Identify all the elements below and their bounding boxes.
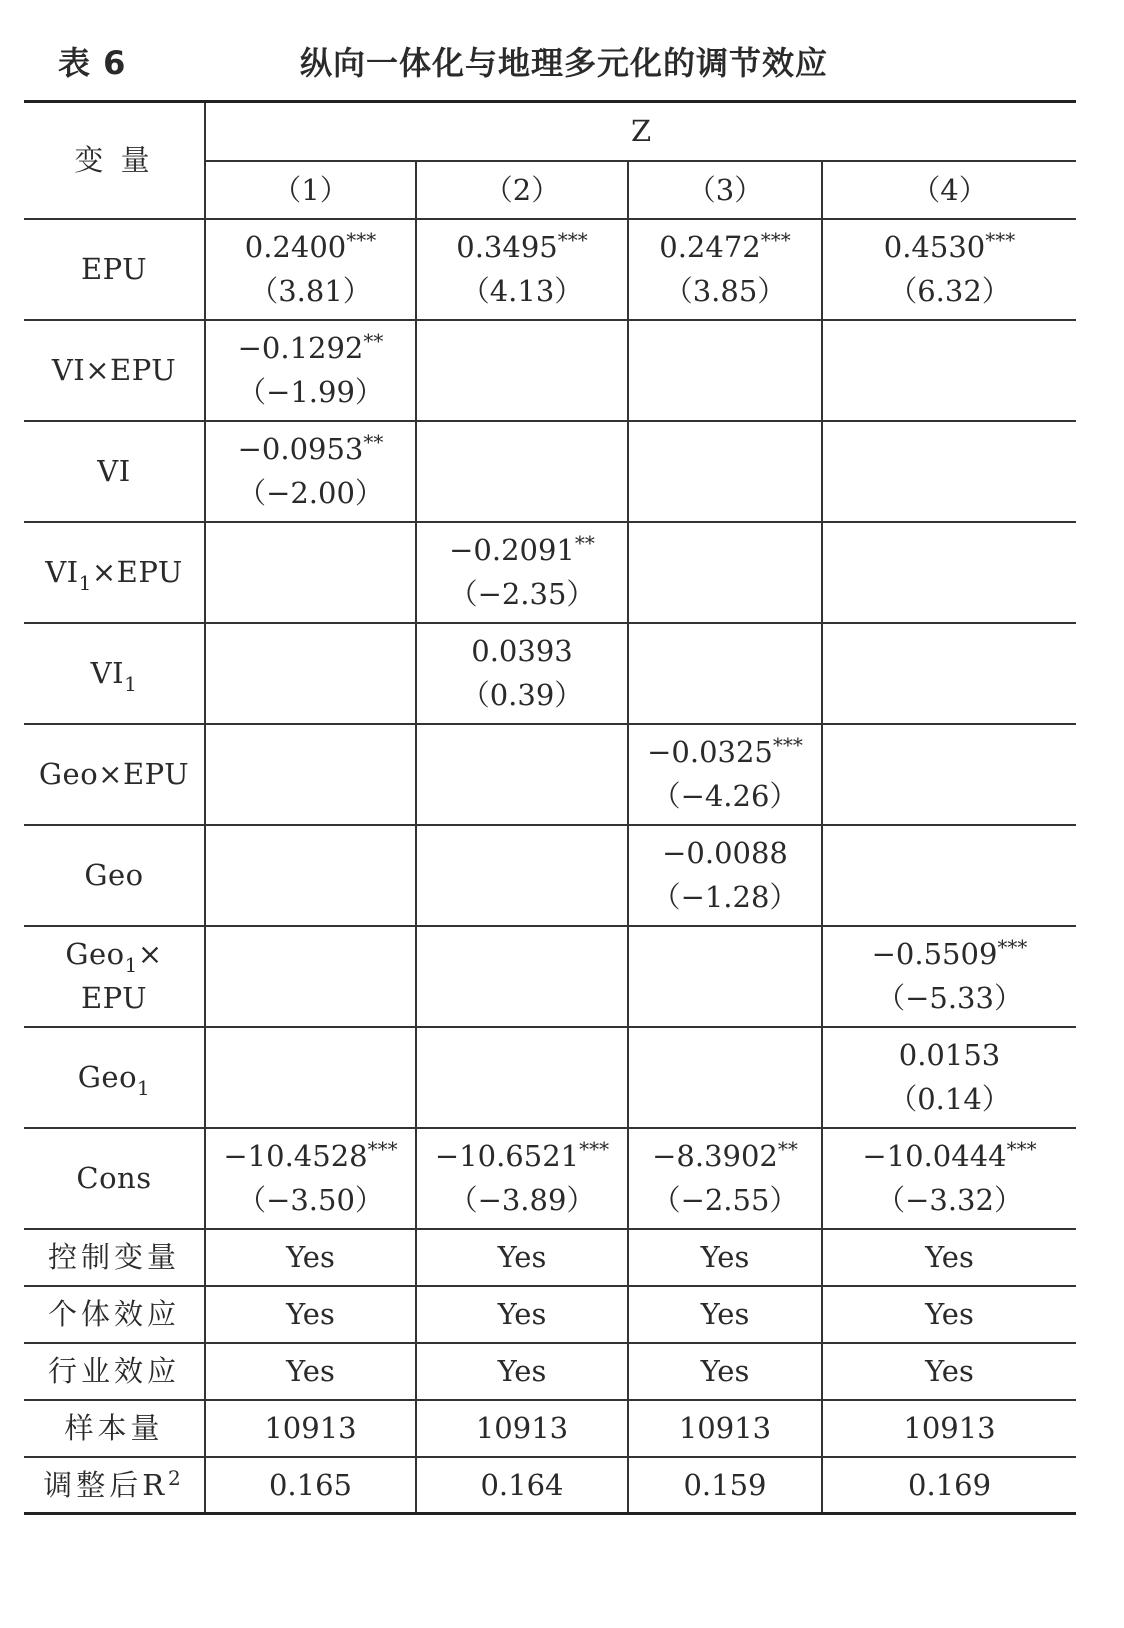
footer-row-label: 行业效应: [24, 1343, 205, 1400]
header-row-dependent: [24, 102, 1076, 161]
footer-value-cell: Yes: [822, 1286, 1076, 1343]
coefficient-cell: [628, 1027, 822, 1128]
footer-value-cell: 0.159: [628, 1457, 822, 1514]
significance-stars: ***: [772, 733, 803, 757]
significance-stars: ***: [579, 1137, 610, 1161]
row-variable-label: Geo$_1$: [24, 1027, 205, 1128]
coefficient-value: −0.0325***: [647, 733, 803, 769]
table-row: [24, 1286, 1076, 1343]
footer-row-label: 样本量: [24, 1400, 205, 1457]
t-statistic: （6.32）: [888, 274, 1011, 308]
row-variable-label: VI: [24, 421, 205, 522]
t-statistic: （−3.50）: [237, 1183, 384, 1217]
coefficient-cell: [416, 724, 628, 825]
footer-value-cell: Yes: [628, 1286, 822, 1343]
column-header: （2）: [416, 161, 628, 219]
coefficient-cell: [822, 421, 1076, 522]
coefficient-cell: [822, 825, 1076, 926]
coefficient-value: 0.3495***: [456, 228, 588, 264]
coefficient-value: −0.2091**: [449, 531, 595, 567]
coefficient-cell: [205, 522, 416, 623]
footer-value-cell: Yes: [416, 1286, 628, 1343]
footer-value-cell: 0.165: [205, 1457, 416, 1514]
coefficient-value: 0.0153: [898, 1038, 1001, 1072]
t-statistic: （−1.28）: [651, 880, 799, 914]
coefficient-cell: [822, 219, 1076, 320]
coefficient-cell: [416, 1128, 628, 1229]
coefficient-value: −0.5509***: [871, 935, 1028, 971]
column-header: （1）: [205, 161, 416, 219]
t-statistic: （−1.99）: [237, 375, 384, 409]
significance-stars: **: [363, 329, 384, 353]
footer-value-cell: 10913: [205, 1400, 416, 1457]
table-row: [24, 1343, 1076, 1400]
significance-stars: ***: [346, 228, 377, 252]
table-row: [24, 1400, 1076, 1457]
table-row: [24, 1457, 1076, 1514]
t-statistic: （0.14）: [888, 1082, 1011, 1116]
coefficient-cell: [628, 926, 822, 1027]
t-statistic: （−3.89）: [448, 1183, 596, 1217]
coefficient-cell: [416, 522, 628, 623]
coefficient-cell: [416, 219, 628, 320]
table-row: [24, 724, 1076, 825]
coefficient-value: −10.4528***: [223, 1137, 398, 1173]
significance-stars: ***: [1006, 1137, 1037, 1161]
footer-value-cell: 10913: [416, 1400, 628, 1457]
column-header: （3）: [628, 161, 822, 219]
footer-value-cell: Yes: [628, 1229, 822, 1286]
table-row: [24, 522, 1076, 623]
coefficient-cell: [822, 1128, 1076, 1229]
table-row: [24, 623, 1076, 724]
footer-value-cell: Yes: [205, 1286, 416, 1343]
footer-value-cell: 0.169: [822, 1457, 1076, 1514]
footer-value-cell: Yes: [628, 1343, 822, 1400]
t-statistic: （0.39）: [460, 678, 584, 712]
significance-stars: **: [574, 531, 595, 555]
coefficient-cell: [205, 825, 416, 926]
footer-value-cell: 10913: [822, 1400, 1076, 1457]
coefficient-value: 0.2400***: [244, 228, 377, 264]
coefficient-cell: [822, 926, 1076, 1027]
row-variable-label: Geo×EPU: [24, 724, 205, 825]
t-statistic: （−5.33）: [876, 981, 1023, 1015]
coefficient-cell: [205, 421, 416, 522]
table-row: [24, 421, 1076, 522]
row-variable-label: Geo$_1$× EPU: [24, 926, 205, 1027]
t-statistic: （−2.55）: [651, 1183, 799, 1217]
footer-row-label: 调整后$R^2$: [24, 1457, 205, 1514]
footer-value-cell: Yes: [416, 1229, 628, 1286]
significance-stars: **: [777, 1137, 798, 1161]
t-statistic: （−2.00）: [237, 476, 384, 510]
coefficient-value: −8.3902**: [652, 1137, 798, 1173]
coefficient-cell: [628, 320, 822, 421]
coefficient-value: −10.0444***: [862, 1137, 1037, 1173]
footer-value-cell: Yes: [205, 1343, 416, 1400]
coefficient-value: −0.0088: [662, 836, 788, 870]
coefficient-cell: [205, 1027, 416, 1128]
coefficient-cell: [628, 623, 822, 724]
regression-table: [24, 100, 1076, 1515]
coefficient-cell: [416, 421, 628, 522]
dependent-variable-header: Z: [205, 102, 1076, 161]
coefficient-cell: [205, 623, 416, 724]
coefficient-cell: [628, 522, 822, 623]
coefficient-cell: [205, 724, 416, 825]
coefficient-value: 0.4530***: [883, 228, 1016, 264]
variable-header: 变 量: [74, 143, 154, 178]
table-row: [24, 320, 1076, 421]
coefficient-value: 0.2472***: [659, 228, 791, 264]
row-variable-label: EPU: [24, 219, 205, 320]
table-number: 表 6: [58, 44, 127, 82]
coefficient-cell: [822, 623, 1076, 724]
footer-row-label: 个体效应: [24, 1286, 205, 1343]
coefficient-cell: [416, 320, 628, 421]
coefficient-cell: [628, 825, 822, 926]
t-statistic: （−3.32）: [876, 1183, 1023, 1217]
coefficient-value: 0.0393: [471, 634, 573, 668]
row-variable-label: VI×EPU: [24, 320, 205, 421]
footer-value-cell: Yes: [822, 1229, 1076, 1286]
coefficient-value: −10.6521***: [434, 1137, 610, 1173]
row-variable-label: Geo: [24, 825, 205, 926]
coefficient-cell: [628, 1128, 822, 1229]
t-statistic: （4.13）: [460, 274, 584, 308]
coefficient-cell: [416, 825, 628, 926]
row-variable-label: $VI_1$: [24, 623, 205, 724]
table-row: [24, 1229, 1076, 1286]
coefficient-cell: [822, 320, 1076, 421]
table-row: [24, 926, 1076, 1027]
coefficient-cell: [416, 1027, 628, 1128]
footer-value-cell: 0.164: [416, 1457, 628, 1514]
footer-row-label: 控制变量: [24, 1229, 205, 1286]
table-row: [24, 825, 1076, 926]
footer-value-cell: Yes: [416, 1343, 628, 1400]
coefficient-value: −0.0953**: [237, 430, 384, 466]
coefficient-cell: [628, 421, 822, 522]
table-row: [24, 1027, 1076, 1128]
coefficient-cell: [416, 623, 628, 724]
row-variable-label: Cons: [24, 1128, 205, 1229]
significance-stars: ***: [997, 935, 1028, 959]
coefficient-cell: [822, 1027, 1076, 1128]
coefficient-cell: [205, 219, 416, 320]
t-statistic: （−4.26）: [651, 779, 799, 813]
table-title: 纵向一体化与地理多元化的调节效应: [300, 44, 829, 82]
significance-stars: **: [363, 430, 384, 454]
coefficient-value: −0.1292**: [237, 329, 384, 365]
coefficient-cell: [822, 724, 1076, 825]
column-header: （4）: [822, 161, 1076, 219]
significance-stars: ***: [367, 1137, 398, 1161]
footer-value-cell: 10913: [628, 1400, 822, 1457]
significance-stars: ***: [557, 228, 588, 252]
coefficient-cell: [416, 926, 628, 1027]
coefficient-cell: [628, 219, 822, 320]
coefficient-cell: [205, 320, 416, 421]
significance-stars: ***: [985, 228, 1016, 252]
footer-value-cell: Yes: [205, 1229, 416, 1286]
footer-value-cell: Yes: [822, 1343, 1076, 1400]
coefficient-cell: [205, 926, 416, 1027]
t-statistic: （3.81）: [249, 274, 372, 308]
coefficient-cell: [822, 522, 1076, 623]
row-variable-label: $VI_1\times EPU$: [24, 522, 205, 623]
table-row: [24, 219, 1076, 320]
coefficient-cell: [205, 1128, 416, 1229]
t-statistic: （−2.35）: [448, 577, 596, 611]
coefficient-cell: [628, 724, 822, 825]
table-row: [24, 1128, 1076, 1229]
t-statistic: （3.85）: [663, 274, 787, 308]
significance-stars: ***: [760, 228, 791, 252]
